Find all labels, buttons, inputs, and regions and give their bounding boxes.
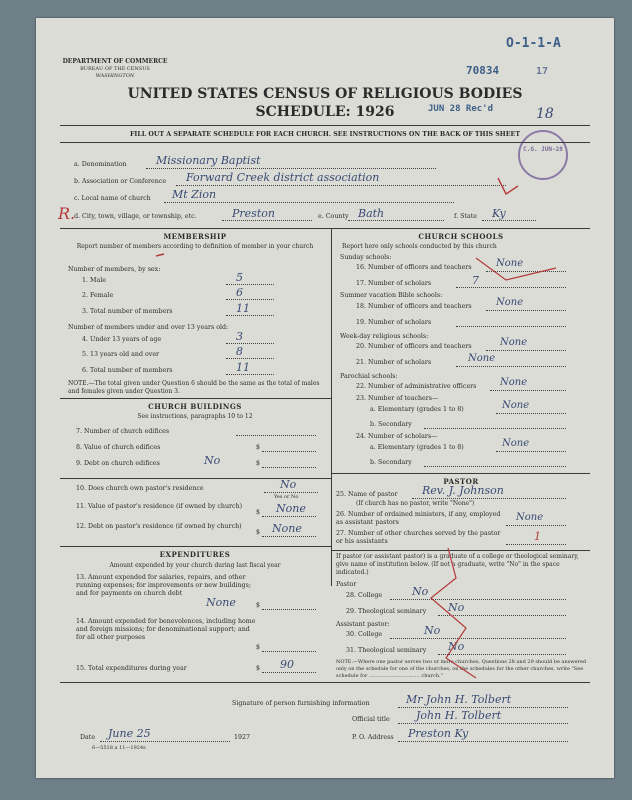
q30-value: No xyxy=(424,624,441,637)
graduate-note: If pastor (or assistant pastor) is a graduate of a college or theological seminary, give name of institution below. (If not a graduate, write "No" in the space indicated.) xyxy=(336,553,579,576)
date-year: 1927 xyxy=(234,734,251,741)
q19-label: 19. Number of scholars xyxy=(356,319,432,326)
yes-no-hint: Yes or No xyxy=(274,494,299,500)
weekday-label: Week-day religious schools: xyxy=(340,333,429,340)
membership-heading: MEMBERSHIP xyxy=(163,232,227,241)
date-label: Date xyxy=(80,734,96,741)
title-label: Official title xyxy=(352,716,390,723)
q14-label: 14. Amount expended for benevolences, including home and foreign missions; for denominational support; and for all other purposes xyxy=(76,618,256,642)
bureau-name: BUREAU OF THE CENSUS xyxy=(80,66,150,72)
summer-label: Summer vacation Bible schools: xyxy=(340,292,443,299)
q21-label: 21. Number of scholars xyxy=(356,359,432,366)
q29-label: 29. Theological seminary xyxy=(346,608,427,615)
expenditures-intro: Amount expended by your church during last fiscal year xyxy=(109,562,281,569)
schools-heading: CHURCH SCHOOLS xyxy=(418,232,504,241)
q2-value: 6 xyxy=(236,286,243,299)
age-intro: Number of members under and over 13 years old: xyxy=(68,324,229,331)
by-sex-label: Number of members, by sex: xyxy=(68,266,161,273)
signature-value: Mr John H. Tolbert xyxy=(406,693,512,706)
q16-label: 16. Number of officers and teachers xyxy=(356,264,472,271)
pastor-sub-label: Pastor xyxy=(336,581,357,588)
form-subtitle: SCHEDULE: 1926 xyxy=(255,104,395,120)
address-value: Preston Ky xyxy=(408,727,469,740)
membership-intro: Report number of members according to definition of member in your church xyxy=(76,243,314,250)
red-pencil-marks xyxy=(36,18,614,778)
q12-dollar: $ xyxy=(256,529,261,536)
local-name-value: Mt Zion xyxy=(172,188,217,201)
q25-note: (If church has no pastor, write "None") xyxy=(356,500,475,507)
q24a-label: a. Elementary (grades 1 to 8) xyxy=(370,444,464,451)
county-value: Bath xyxy=(358,207,385,220)
divider xyxy=(60,682,590,683)
census-schedule-paper xyxy=(36,18,614,778)
q20-value: None xyxy=(500,337,528,348)
q11-dollar: $ xyxy=(256,509,261,516)
q7-label: 7. Number of church edifices xyxy=(76,428,170,435)
handwritten-18: 18 xyxy=(536,106,554,122)
title-value: John H. Tolbert xyxy=(416,709,502,722)
signature-line xyxy=(398,707,568,708)
q20-label: 20. Number of officers and teachers xyxy=(356,343,472,350)
association-value: Forward Creek district association xyxy=(186,171,380,184)
local-name-label: c. Local name of church xyxy=(74,195,151,202)
q3-value: 11 xyxy=(236,302,250,315)
q17-label: 17. Number of scholars xyxy=(356,280,432,287)
q1-value: 5 xyxy=(236,271,243,284)
q17-value: 7 xyxy=(472,274,479,287)
q12-label: 12. Debt on pastor's residence (if owned by church) xyxy=(76,523,242,530)
state-value: Ky xyxy=(492,207,506,220)
q24-label: 24. Number of scholars— xyxy=(356,433,438,440)
form-title: UNITED STATES CENSUS OF RELIGIOUS BODIES xyxy=(127,86,523,102)
q4-value: 3 xyxy=(236,330,243,343)
q13-label: 13. Amount expended for salaries, repairs, and other running expenses; for improvements or new buildings; and for payments on church debt xyxy=(76,574,252,598)
address-label: P. O. Address xyxy=(352,734,394,741)
q3-label: 3. Total number of members xyxy=(82,308,173,315)
denomination-label: a. Denomination xyxy=(74,161,127,168)
expenditures-heading: EXPENDITURES xyxy=(159,550,231,559)
q15-dollar: $ xyxy=(256,665,261,672)
q10-value: No xyxy=(280,478,297,491)
schools-intro: Report here only schools conducted by this church xyxy=(342,243,497,250)
q14-dollar: $ xyxy=(256,644,261,651)
q1-label: 1. Male xyxy=(82,277,106,284)
q18-label: 18. Number of officers and teachers xyxy=(356,303,472,310)
q30-label: 30. College xyxy=(346,631,383,638)
address-line xyxy=(398,741,568,742)
received-stamp: JUN 28 Rec'd xyxy=(428,104,494,114)
q11-label: 11. Value of pastor's residence (if owned by church) xyxy=(76,503,243,510)
q10-label: 10. Does church own pastor's residence xyxy=(76,485,204,492)
q23a-value: None xyxy=(502,400,530,411)
red-strike-q16 xyxy=(476,258,556,280)
red-r-mark: R. xyxy=(58,204,76,223)
q15-label: 15. Total expenditures during year xyxy=(76,665,187,672)
signature-label: Signature of person furnishing information xyxy=(232,700,370,707)
q4-label: 4. Under 13 years of age xyxy=(82,336,162,343)
q13-value: None xyxy=(206,596,236,609)
q15-value: 90 xyxy=(280,658,294,671)
q9-label: 9. Debt on church edifices xyxy=(76,460,160,467)
serial-suffix-stamp: 17 xyxy=(536,66,549,77)
file-code-stamp: O-1-1-A xyxy=(506,36,561,51)
seal-text: C.G. JUN-28 xyxy=(523,146,563,153)
q6-label: 6. Total number of members xyxy=(82,367,173,374)
red-vertical-mark xyxy=(431,548,476,678)
buildings-intro: See instructions, paragraphs 10 to 12 xyxy=(137,413,253,420)
buildings-heading: CHURCH BUILDINGS xyxy=(148,402,242,411)
q27-label: 27. Number of other churches served by the pastor or his assistants xyxy=(336,530,501,545)
q11-value: None xyxy=(276,502,306,515)
q13-dollar: $ xyxy=(256,602,261,609)
q12-value: None xyxy=(272,522,302,535)
parochial-label: Parochial schools: xyxy=(340,373,398,380)
q29-value: No xyxy=(448,601,465,614)
serial-stamp: 70834 xyxy=(466,64,500,77)
q9-value: No xyxy=(204,454,221,467)
association-label: b. Association or Conference xyxy=(74,178,167,185)
q28-value: No xyxy=(412,585,429,598)
q24b-label: b. Secondary xyxy=(370,459,412,466)
county-label: e. County xyxy=(318,213,349,220)
instructions-line: FILL OUT A SEPARATE SCHEDULE FOR EACH CHURCH. SEE INSTRUCTIONS ON THE BACK OF THIS SHEET xyxy=(129,131,521,138)
q31-label: 31. Theological seminary xyxy=(346,647,427,654)
q24a-value: None xyxy=(502,438,530,449)
q5-label: 5. 13 years old and over xyxy=(82,351,160,358)
q22-label: 22. Number of administrative officers xyxy=(356,383,477,390)
q16-value: None xyxy=(496,258,524,269)
bureau-city: WASHINGTON xyxy=(95,73,135,79)
q25-value: Rev. J. Johnson xyxy=(422,484,504,497)
q25-label: 25. Name of pastor xyxy=(336,491,398,498)
q23-label: 23. Number of teachers— xyxy=(356,395,439,402)
q26-label: 26. Number of ordained ministers, if any, employed as assistant pastors xyxy=(336,511,501,526)
q28-label: 28. College xyxy=(346,592,383,599)
form-number: 6—5518 a 11—1924s xyxy=(92,745,146,751)
q22-value: None xyxy=(500,377,528,388)
city-value: Preston xyxy=(232,207,275,220)
q23b-label: b. Secondary xyxy=(370,421,412,428)
q21-value: None xyxy=(468,353,496,364)
dept-name: DEPARTMENT OF COMMERCE xyxy=(62,58,168,65)
state-label: f. State xyxy=(454,213,477,220)
q9-dollar: $ xyxy=(256,460,261,467)
q2-label: 2. Female xyxy=(82,292,114,299)
sunday-label: Sunday schools: xyxy=(340,254,392,261)
denomination-value: Missionary Baptist xyxy=(156,154,261,167)
date-line xyxy=(100,741,230,742)
q5-value: 8 xyxy=(236,345,243,358)
asst-sub-label: Assistant pastor: xyxy=(336,621,390,628)
q6-value: 11 xyxy=(236,361,250,374)
city-label: d. City, town, village, or township, etc. xyxy=(74,213,197,220)
q18-value: None xyxy=(496,297,524,308)
red-tick xyxy=(156,254,164,256)
q31-value: No xyxy=(448,640,465,653)
q26-value: None xyxy=(516,512,544,523)
q8-dollar: $ xyxy=(256,444,261,451)
date-value: June 25 xyxy=(108,727,151,740)
title-line xyxy=(398,723,568,724)
membership-note: NOTE.—The total given under Question 6 should be the same as the total of males and females given under Question 3. xyxy=(68,380,320,395)
q23a-label: a. Elementary (grades 1 to 8) xyxy=(370,406,464,413)
pastor-note: NOTE.—Where one pastor serves two or more churches, Questions 28 and 29 should be answered only on the schedule for one of the churches; on the schedules for the other churches, write "See schedule for ................................ church." xyxy=(336,659,587,679)
q8-label: 8. Value of church edifices xyxy=(76,444,161,451)
red-check xyxy=(498,178,518,194)
q27-value: 1 xyxy=(534,530,541,543)
pastor-heading: PASTOR xyxy=(443,477,479,486)
